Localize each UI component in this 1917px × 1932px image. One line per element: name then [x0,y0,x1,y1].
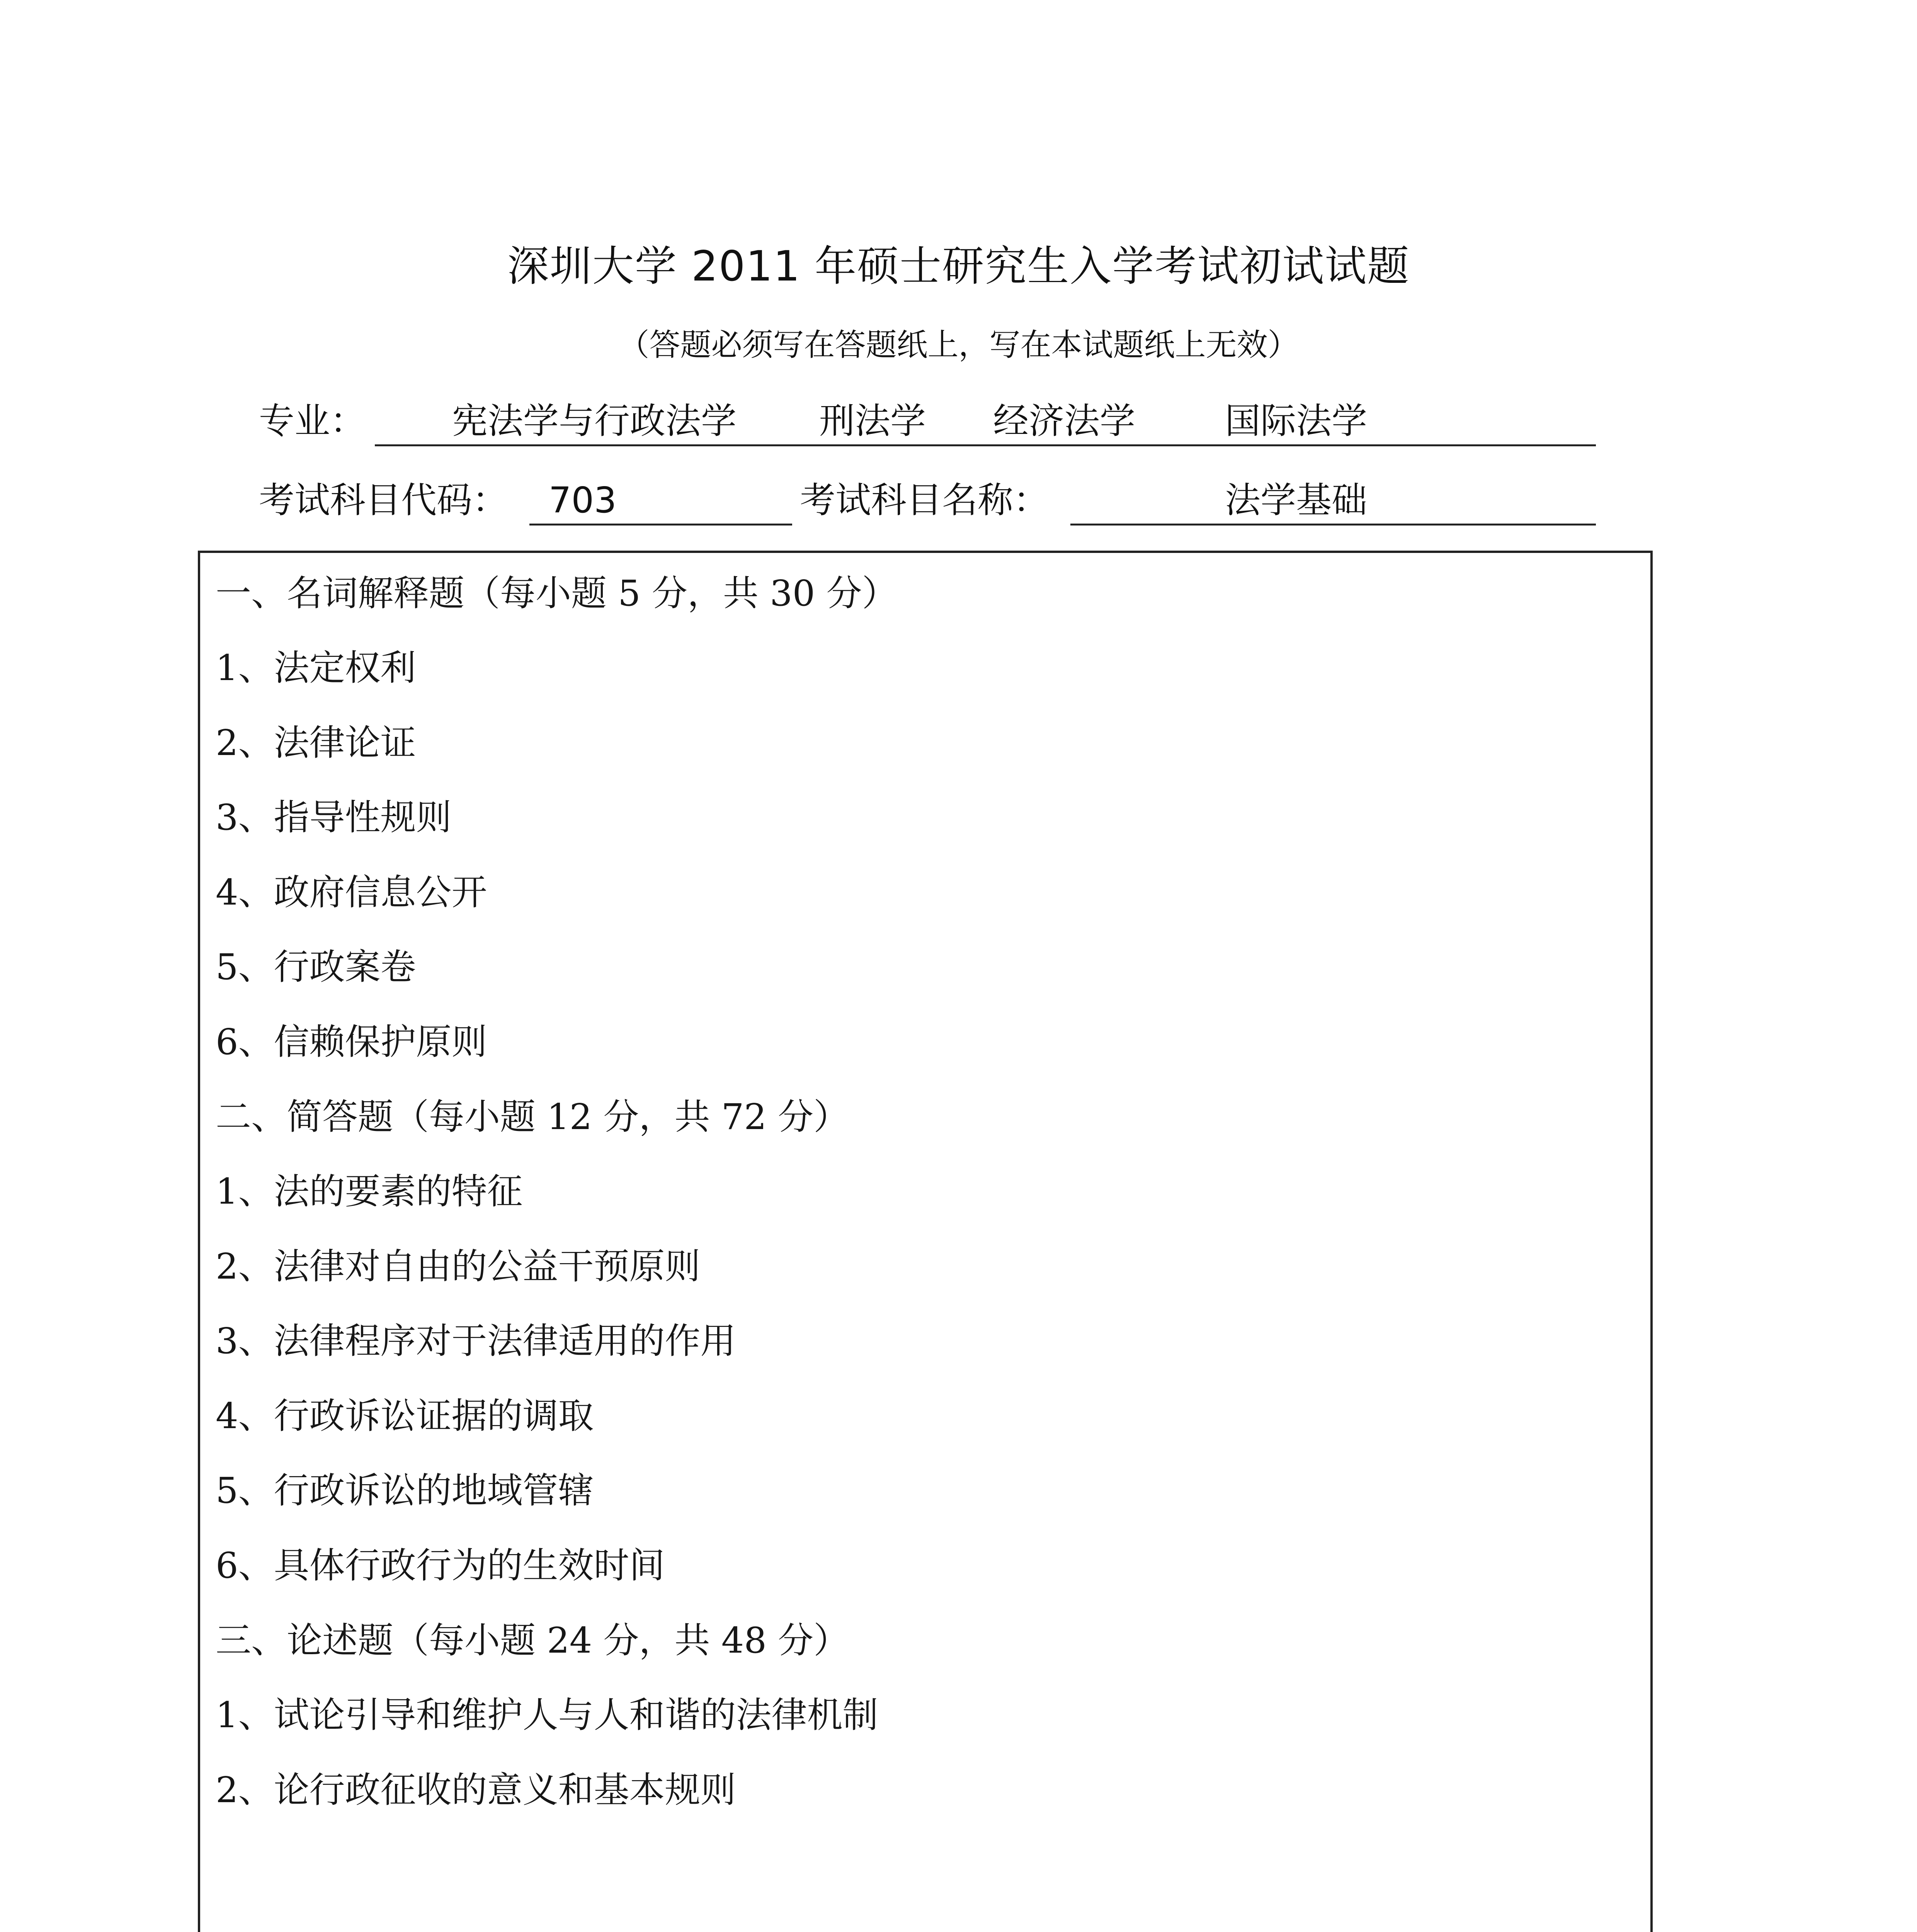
question-item: 4、政府信息公开 [216,872,487,913]
major-1: 宪法学与行政法学 [452,400,737,442]
exam-instruction: （答题必须写在答题纸上，写在本试题纸上无效） [618,327,1299,363]
question-item: 1、试论引导和维护人与人和谐的法律机制 [216,1694,878,1736]
question-item: 3、指导性规则 [216,797,452,838]
question-item: 1、法定权利 [216,647,416,689]
section-heading-3: 三、论述题（每小题 24 分，共 48 分） [216,1620,849,1661]
section-heading-1: 一、名词解释题（每小题 5 分，共 30 分） [216,573,898,614]
question-item: 2、论行政征收的意义和基本规则 [216,1769,736,1811]
exam-title: 深圳大学 2011 年硕士研究生入学考试初试试题 [507,242,1410,291]
question-item: 2、法律对自由的公益干预原则 [216,1246,701,1287]
question-item: 4、行政诉讼证据的调取 [216,1395,594,1437]
question-item: 5、行政诉讼的地域管辖 [216,1470,594,1511]
section-heading-2: 二、简答题（每小题 12 分，共 72 分） [216,1096,849,1138]
major-2: 刑法学 [819,400,926,442]
question-item: 5、行政案卷 [216,946,416,988]
major-4: 国际法学 [1225,400,1368,442]
question-item: 1、法的要素的特征 [216,1171,523,1212]
subject-code-value: 703 [549,480,617,521]
subject-code-label: 考试科目代码： [259,480,508,521]
subject-name-value: 法学基础 [1225,480,1368,521]
question-item: 2、法律论证 [216,722,416,764]
questions-box [198,551,1653,1932]
question-item: 6、信赖保护原则 [216,1021,487,1063]
question-item: 6、具体行政行为的生效时间 [216,1545,665,1586]
major-3: 经济法学 [993,400,1136,442]
major-label: 专业： [259,400,366,442]
subject-row [259,477,1596,527]
subject-name-label: 考试科目名称： [800,480,1049,521]
question-item: 3、法律程序对于法律适用的作用 [216,1320,736,1362]
major-row [259,398,1596,448]
